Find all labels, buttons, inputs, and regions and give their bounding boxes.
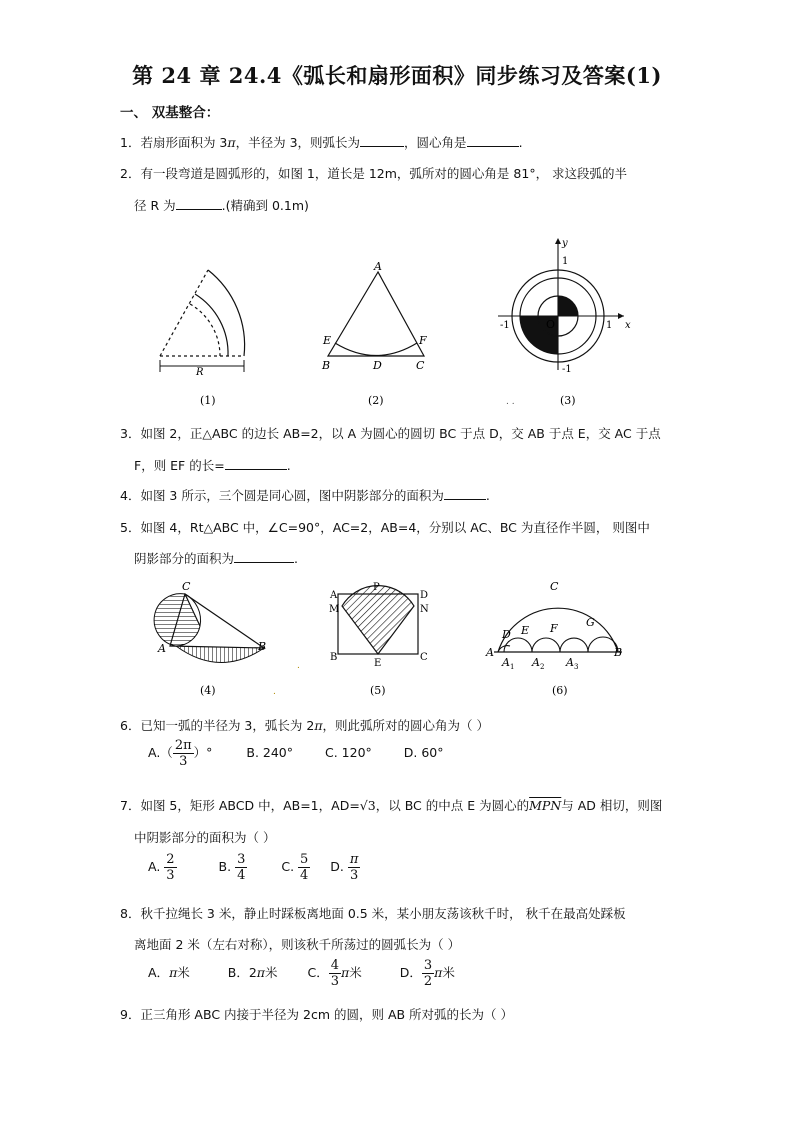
figures-row-2 (140, 576, 640, 704)
figure-3-caption: (3) (560, 394, 576, 407)
subscript-2: 2 (540, 663, 545, 671)
q7-options (148, 852, 360, 883)
subscript-3: 3 (574, 663, 579, 671)
question-9: 9．正三角形 ABC 内接于半径为 2cm 的圆，则 AB 所对弧的长为（ ） (120, 1007, 514, 1022)
pi-symbol: π (227, 135, 236, 150)
q6-option-c[interactable]: C. 120° (324, 745, 372, 760)
figures-row-1 (140, 232, 640, 412)
label-P: P (373, 582, 380, 593)
label-y: y (562, 238, 568, 249)
label-B: B (322, 359, 331, 372)
figure-3-concentric-circles (498, 238, 631, 407)
label-A3: A (566, 656, 574, 669)
figure-6-caption: (6) (552, 684, 568, 697)
label-A: A (158, 642, 166, 655)
svg-text:.: . (273, 687, 276, 697)
label-M: M (329, 604, 340, 615)
figure-5-caption: (5) (370, 684, 386, 697)
pi-symbol: π (314, 718, 323, 733)
q5-text-a: 阴影部分的面积为 (134, 551, 235, 566)
q7-option-a[interactable]: A. $\frac{2}{3}$ (148, 852, 175, 883)
svg-text:.: . (297, 661, 300, 671)
label-C: C (182, 580, 191, 593)
q4-text-b: . (485, 488, 490, 503)
figure-4-caption: (4) (200, 684, 216, 697)
label-neg-one-bottom: -1 (562, 364, 572, 375)
q8-option-a[interactable]: A．π米 (148, 965, 190, 980)
q1-text-a: 1．若扇形面积为 3 (120, 135, 228, 150)
label-F: F (550, 622, 558, 635)
q2-text-a: 径 R 为 (134, 198, 176, 213)
answer-blank[interactable] (225, 456, 287, 470)
label-A1: A (502, 656, 510, 669)
figure-6-semicircle-chain (485, 580, 622, 697)
q6-option-a[interactable]: A.（ $\frac{2\pi}{3}$ ）° (148, 738, 213, 769)
question-5-line-1: 5．如图 4，Rt△ABC 中，∠C=90°，AC=2，AB=4，分别以 AC、BC 为直径作半圆， 则图中 (120, 520, 650, 535)
question-8-line-2: 离地面 2 米（左右对称），则该秋千所荡过的圆弧长为（ ） (134, 937, 461, 952)
q8-options (148, 958, 455, 989)
q6-option-b[interactable]: B. 240° (246, 745, 294, 760)
subscript-1: 1 (510, 663, 515, 671)
label-B: B (258, 640, 267, 653)
q8-option-c[interactable]: C． $\frac{4}{3}$ π米 (307, 958, 362, 989)
q8-option-b[interactable]: B．2π米 (227, 965, 278, 980)
q1-text-d: . (518, 135, 523, 150)
label-one-top: 1 (562, 256, 569, 267)
q6-text: 6．已知一弧的半径为 3，弧长为 2 (120, 718, 315, 733)
figure-4-right-triangle-semicircles (154, 580, 300, 697)
answer-blank[interactable] (360, 133, 404, 147)
sqrt-3: √3 (359, 798, 376, 813)
q8-option-d[interactable]: D． $\frac{3}{2}$ π米 (399, 958, 455, 989)
label-one-right: 1 (606, 320, 613, 331)
question-1 (120, 133, 523, 151)
figure-1-caption: (1) (200, 394, 216, 407)
question-5-line-2 (134, 549, 298, 567)
q6-options (148, 738, 443, 769)
question-3-line-1: 3．如图 2，正△ABC 的边长 AB=2，以 A 为圆心的圆切 BC 于点 D，交 AB 于点 E，交 AC 于点 (120, 426, 661, 441)
page-title: 第 24 章 24.4《弧长和扇形面积》同步练习及答案(1) (132, 63, 662, 88)
question-6 (120, 716, 489, 734)
label-A: A (330, 590, 338, 601)
label-N: N (420, 604, 429, 615)
figure-2-caption: (2) (368, 394, 384, 407)
label-E: E (323, 334, 332, 347)
question-7-line-2: 中阴影部分的面积为（ ） (134, 830, 276, 845)
label-A: A (486, 646, 494, 659)
q7-option-d[interactable]: D. $\frac{\pi}{3}$ (330, 852, 359, 883)
label-C: C (420, 652, 428, 663)
label-O: O (546, 318, 556, 331)
label-B: B (614, 646, 623, 659)
label-R: R (196, 367, 204, 378)
section-heading: 一、 双基整合： (120, 105, 220, 121)
question-8-line-1: 8．秋千拉绳长 3 米，静止时踩板离地面 0.5 米，某小朋友荡该秋千时， 秋千在最高处踩板 (120, 906, 626, 921)
label-E: E (374, 658, 382, 669)
label-x: x (625, 320, 631, 331)
q3-text-b: . (286, 458, 291, 473)
label-C: C (416, 359, 425, 372)
label-D: D (420, 590, 429, 601)
figure-2-triangle (321, 260, 427, 407)
q5-text-b: . (294, 551, 298, 566)
answer-blank[interactable] (467, 133, 519, 147)
label-F: F (419, 334, 427, 347)
label-E: E (521, 624, 530, 637)
question-2-line-2 (134, 196, 309, 214)
q2-text-b: .(精确到 0.1m) (221, 198, 309, 213)
label-D: D (502, 628, 511, 641)
q4-text-a: 4．如图 3 所示，三个圆是同心圆，图中阴影部分的面积为 (120, 488, 444, 503)
q1-text-b: ，半径为 3，则弧长为 (235, 135, 361, 150)
question-2-line-1: 2．有一段弯道是圆弧形的，如图 1，道长是 12m，弧所对的圆心角是 81°， 求这段弧的半 (120, 166, 628, 181)
q6-option-d[interactable]: D. 60° (403, 745, 444, 760)
question-4 (120, 486, 490, 504)
q1-text-c: ，圆心角是 (404, 135, 467, 150)
label-B: B (330, 652, 338, 663)
answer-blank[interactable] (444, 486, 486, 500)
arc-MPN: $\overline{MPN}$ (529, 798, 562, 813)
question-3-line-2 (134, 456, 291, 474)
label-C: C (550, 580, 559, 593)
q3-text-a: F，则 EF 的长= (134, 458, 225, 473)
label-A2: A (532, 656, 540, 669)
answer-blank[interactable] (234, 549, 294, 563)
figure-5-rectangle-sector (329, 582, 429, 697)
label-A: A (374, 260, 382, 273)
figure-1-curved-road (160, 270, 245, 407)
q7-option-c[interactable]: C. $\frac{5}{4}$ (281, 852, 309, 883)
question-7-line-1: 7．如图 5，矩形 ABCD 中，AB=1，AD=√3，以 BC 的中点 E 为圆心的$\overline{MPN}$与 AD 相切，则图 (120, 798, 663, 813)
answer-blank[interactable] (176, 196, 222, 210)
label-neg-one-left: -1 (500, 320, 510, 331)
label-D: D (373, 359, 382, 372)
label-G: G (586, 616, 595, 629)
q6-text-2: ，则此弧所对的圆心角为（ ） (322, 718, 490, 733)
q7-option-b[interactable]: B. $\frac{3}{4}$ (218, 852, 246, 883)
svg-text:. .: . . (506, 397, 515, 407)
